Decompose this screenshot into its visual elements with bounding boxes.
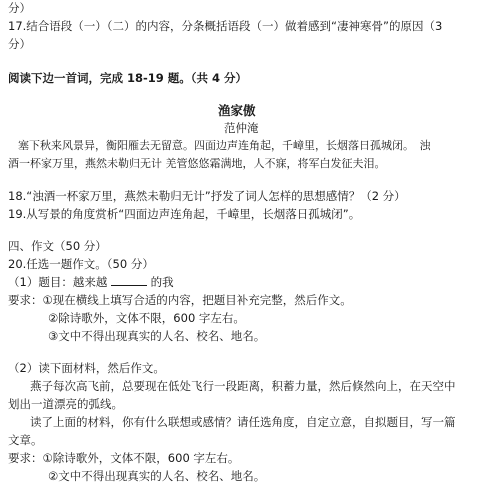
poem-title: 渔家傲 (218, 103, 256, 118)
material-line-2: 划出一道漂亮的弧线。 (8, 397, 123, 411)
q17-line: 17.结合语段（一）（二）的内容，分条概括语段（一）做着感到“凄神寒骨”的原因（3 (8, 19, 443, 33)
option-2-requirement-2: ②文中不得出现真实的人名、校名、地名。 (48, 469, 266, 483)
title-blank-line (111, 274, 147, 286)
prompt-line-2: 文章。 (8, 433, 43, 447)
option-1-requirement-3: ③文中不得出现真实的人名、校名、地名。 (48, 329, 266, 343)
q20-line: 20.任选一题作文。（50 分） (8, 257, 154, 271)
option-1-requirement-1: 要求：①现在横线上填写合适的内容，把题目补充完整，然后作文。 (8, 293, 352, 307)
essay-option-1 (8, 274, 174, 290)
prompt-line-1: 读了上面的材料，你有什么联想或感情？请任选角度，自定立意，自拟题目，写一篇 (30, 415, 456, 429)
poem-body-line-1: 塞下秋来风景异，衡阳雁去无留意。四面边声连角起，千嶂里，长烟落日孤城闭。 浊 (18, 139, 431, 152)
essay-section-heading: 四、作文（50 分） (8, 239, 107, 253)
poem-body-line-2: 酒一杯家万里，燕然未勒归无计 羌管悠悠霜满地，人不寐，将军白发征夫泪。 (8, 157, 386, 170)
q19-line: 19.从写景的角度赏析“四面边声连角起，千嶂里，长烟落日孤城闭”。 (8, 207, 361, 221)
poem-section-heading: 阅读下边一首词，完成 18-19 题。（共 4 分） (8, 71, 248, 85)
poem-author: 范仲淹 (224, 121, 259, 135)
material-line-1: 燕子每次高飞前，总要现在低处飞行一段距离，积蓄力量，然后倏然向上，在天空中 (30, 379, 456, 393)
option-2-requirement-1: 要求：①除诗歌外，文体不限，600 字左右。 (8, 451, 240, 465)
option-1-suffix: 的我 (150, 275, 174, 289)
q17-prev-tail: 分） (8, 1, 31, 15)
option-1-prefix: （1）题目：越来越 (8, 275, 108, 289)
option-1-requirement-2: ②除诗歌外，文体不限，600 字左右。 (48, 311, 245, 325)
essay-option-2: （2）读下面材料，然后作文。 (8, 361, 165, 375)
q18-line: 18.“浊酒一杯家万里，燕然未勒归无计”抒发了词人怎样的思想感情？（2 分） (8, 189, 406, 203)
q17-line-cont: 分） (8, 37, 31, 51)
